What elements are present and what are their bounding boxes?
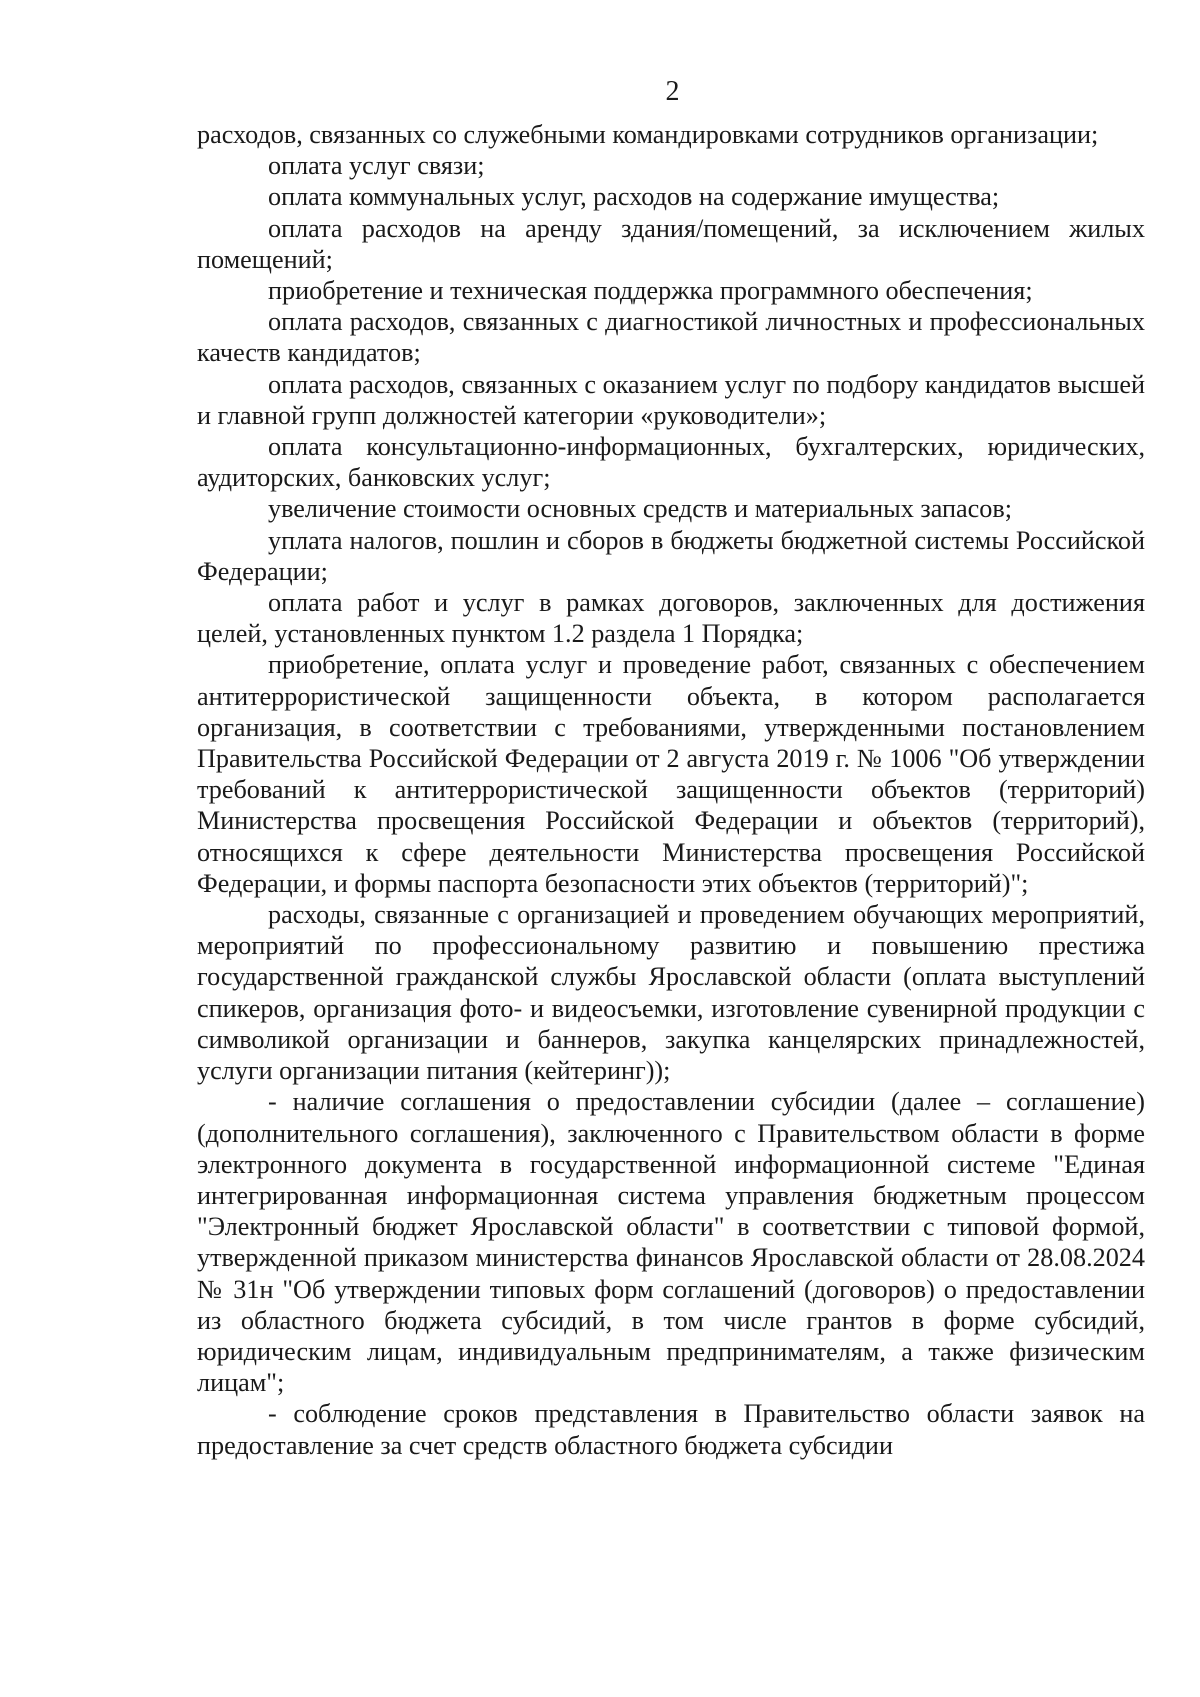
- paragraph-business-trips: расходов, связанных со служебными командировками сотрудников организации;: [197, 120, 1099, 149]
- paragraph-rent: оплата расходов на аренду здания/помещений, за исключением жилых помещений;: [197, 213, 1145, 274]
- paragraph-candidate-diagnostics: оплата расходов, связанных с диагностикой личностных и профессиональных качеств кандидатов;: [197, 307, 1145, 368]
- paragraph-training-events: расходы, связанные с организацией и проведением обучающих мероприятий, мероприятий по профессиональному развитию и повышению престижа государственной гражданской службы Ярославской области (оплата выступлений спикеров, организация фото- и видеосъемки, изготовление сувенирной продукции с символикой организации и баннеров, закупка канцелярских принадлежностей, услуги организации питания (кейтеринг));: [197, 900, 1145, 1086]
- paragraph-utility-services: оплата коммунальных услуг, расходов на содержание имущества;: [268, 182, 1000, 212]
- paragraph-fixed-assets: увеличение стоимости основных средств и материальных запасов;: [268, 494, 1012, 524]
- paragraph-subsidy-agreement: - наличие соглашения о предоставлении субсидии (далее – соглашение) (дополнительного соглашения), заключенного с Правительством области в форме электронного документа в государственной информационной системе "Единая интегрированная информационная система управления бюджетным процессом "Электронный бюджет Ярославской области" в соответствии с типовой формой, утвержденной приказом министерства финансов Ярославской области от 28.08.2024 № 31н "Об утверждении типовых форм соглашений (договоров) о предоставлении из областного бюджета субсидий, в том числе грантов в форме субсидий, юридическим лицам, индивидуальным предпринимателям, а также физическим лицам";: [197, 1087, 1145, 1398]
- paragraph-taxes: уплата налогов, пошлин и сборов в бюджеты бюджетной системы Российской Федерации;: [197, 525, 1145, 586]
- paragraph-antiterrorism: приобретение, оплата услуг и проведение работ, связанных с обеспечением антитеррористической защищенности объекта, в котором располагается организация, в соответствии с требованиями, утвержденными постановлением Правительства Российской Федерации от 2 августа 2019 г. № 1006 "Об утверждении требований к антитеррористической защищенности объектов (территорий) Министерства просвещения Российской Федерации и объектов (территорий), относящихся к сфере деятельности Министерства просвещения Российской Федерации, и формы паспорта безопасности этих объектов (территорий)";: [197, 650, 1145, 898]
- paragraph-candidate-selection: оплата расходов, связанных с оказанием услуг по подбору кандидатов высшей и главной групп должностей категории «руководители»;: [197, 369, 1145, 430]
- page-number: 2: [665, 76, 680, 107]
- paragraph-communication-services: оплата услуг связи;: [268, 151, 485, 181]
- paragraph-software: приобретение и техническая поддержка программного обеспечения;: [268, 276, 1033, 306]
- paragraph-contracts: оплата работ и услуг в рамках договоров, заключенных для достижения целей, установленных пунктом 1.2 раздела 1 Порядка;: [197, 588, 1145, 649]
- document-body: [197, 119, 1145, 1461]
- paragraph-consulting-services: оплата консультационно-информационных, бухгалтерских, юридических, аудиторских, банковских услуг;: [197, 432, 1145, 493]
- paragraph-application-deadlines: - соблюдение сроков представления в Правительство области заявок на предоставление за счет средств областного бюджета субсидии: [197, 1399, 1145, 1460]
